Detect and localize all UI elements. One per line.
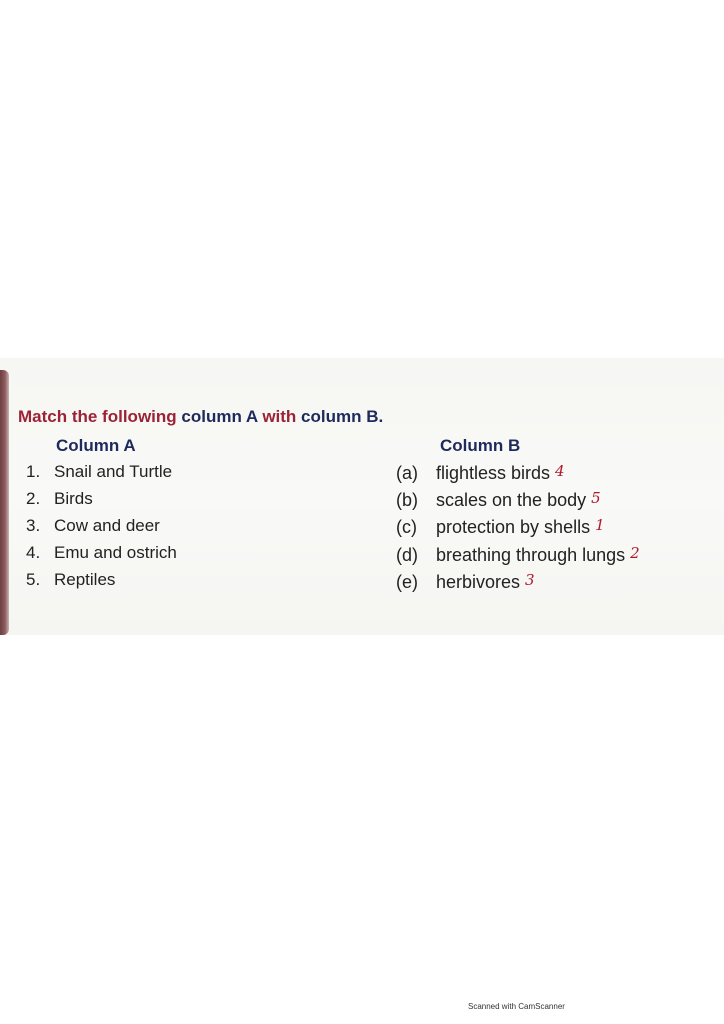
item-text: protection by shells [436,517,591,537]
column-a-header: Column A [56,436,136,455]
heading-part-4: column B. [301,407,384,426]
item-number: 1. [26,462,41,481]
column-b-item [396,490,601,511]
column-b-item [396,463,565,484]
column-b-header: Column B [440,436,521,455]
item-number: 2. [26,489,41,508]
heading-part-2: column A [181,407,258,426]
heading-part-1: Match the following [18,407,177,426]
heading-part-3: with [262,407,297,426]
column-b-item [396,572,535,593]
item-text: scales on the body [436,490,587,510]
question-heading [18,407,383,427]
column-a-item [26,516,160,536]
item-text: breathing through lungs [436,545,626,565]
item-letter: (c) [396,517,417,537]
column-a-item [26,570,115,590]
handwritten-answer: 2 [630,544,640,562]
handwritten-answer: 5 [591,489,601,507]
item-number: 3. [26,516,41,535]
item-letter: (b) [396,490,418,510]
handwritten-answer: 4 [555,462,565,480]
item-text: Snail and Turtle [54,462,173,481]
column-a-item [26,489,93,509]
item-text: herbivores [436,572,521,592]
column-a-item [26,543,177,563]
item-text: Emu and ostrich [54,543,177,562]
item-letter: (e) [396,572,418,592]
column-b-item [396,517,605,538]
notebook-binding-edge [0,370,9,635]
item-number: 4. [26,543,41,562]
item-text: Reptiles [54,570,116,589]
item-letter: (d) [396,545,418,565]
column-a-item [26,462,172,482]
item-number: 5. [26,570,41,589]
column-b-item [396,545,640,566]
item-text: flightless birds [436,463,551,483]
scanner-watermark: Scanned with CamScanner [468,1002,565,1011]
item-text: Birds [54,489,93,508]
item-text: Cow and deer [54,516,160,535]
handwritten-answer: 3 [525,571,535,589]
scanned-worksheet-strip [0,358,724,635]
item-letter: (a) [396,463,418,483]
handwritten-answer: 1 [595,516,605,534]
